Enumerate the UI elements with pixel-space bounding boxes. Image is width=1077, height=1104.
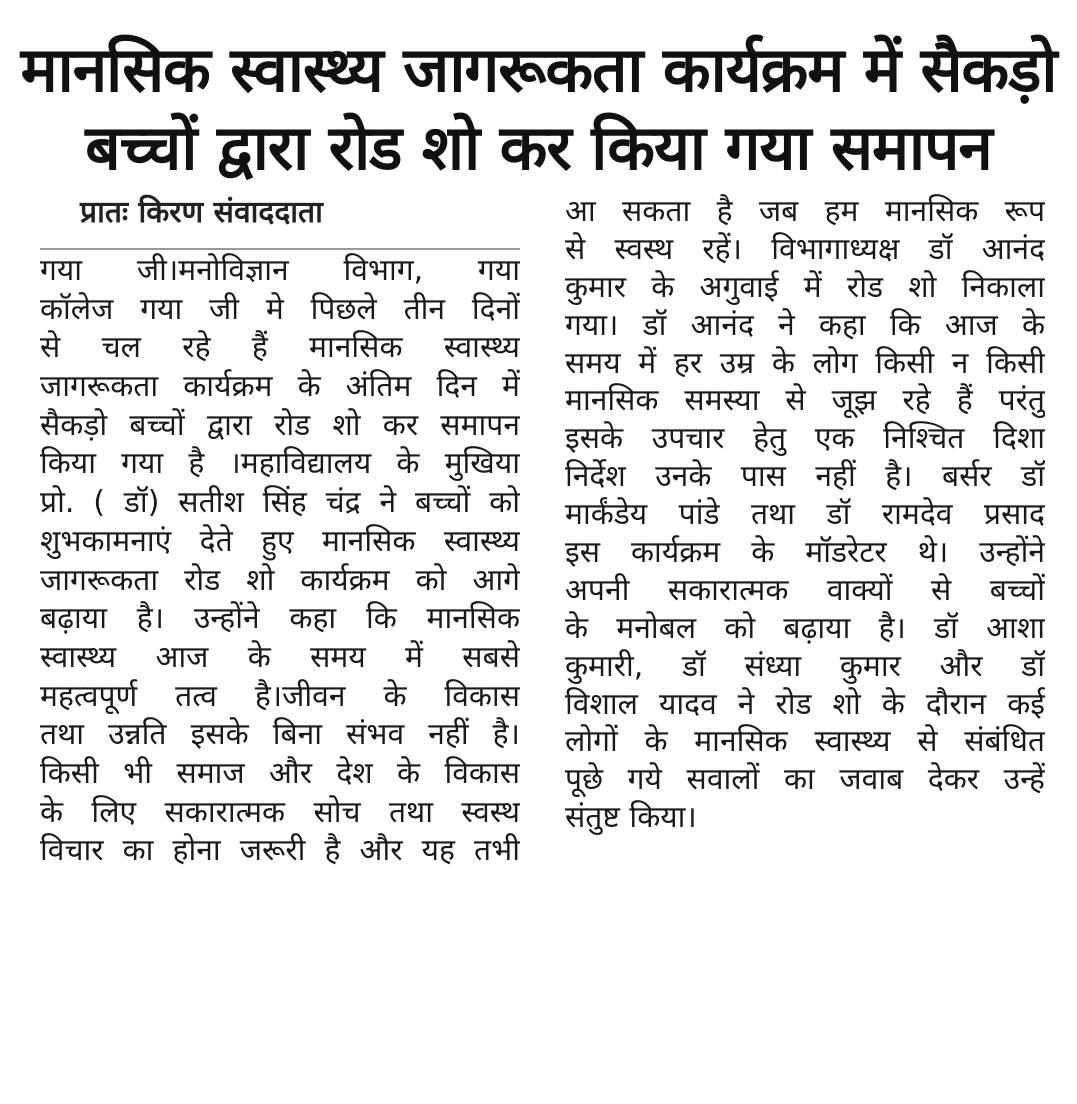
text-line: विचार का होना जरूरी है और यह तभी [40, 833, 520, 869]
text-line: निर्देश उनके पास नहीं है। बर्सर डॉ [565, 459, 1045, 495]
article-column-left [40, 252, 520, 871]
text-line: गया। डॉ आनंद ने कहा कि आज के [565, 307, 1045, 343]
text-line: अपनी सकारात्मक वाक्यों से बच्चों [565, 572, 1045, 608]
text-line: कुमारी, डॉ संध्या कुमार और डॉ [565, 648, 1045, 684]
text-line: शुभकामनाएं देते हुए मानसिक स्वास्थ्य [40, 523, 520, 559]
text-line: किया गया है ।महाविद्यालय के मुखिया [40, 446, 520, 482]
text-line: समय में हर उम्र के लोग किसी न किसी [565, 345, 1045, 381]
text-line: इसके उपचार हेतु एक निश्चित दिशा [565, 421, 1045, 457]
text-line: सैकड़ो बच्चों द्वारा रोड शो कर समापन [40, 407, 520, 443]
text-line: मार्कंडेय पांडे तथा डॉ रामदेव प्रसाद [565, 497, 1045, 533]
text-line: गया जी।मनोविज्ञान विभाग, गया [40, 253, 520, 288]
byline-divider [40, 248, 520, 250]
text-line: जागरूकता रोड शो कार्यक्रम को आगे [40, 562, 520, 598]
text-line: तथा उन्नति इसके बिना संभव नहीं है। [40, 717, 520, 753]
text-line: जागरूकता कार्यक्रम के अंतिम दिन में [40, 369, 520, 405]
headline-line-1: मानसिक स्वास्थ्य जागरूकता कार्यक्रम में सैकड़ो [20, 33, 1057, 106]
text-line: प्रो. ( डॉ) सतीश सिंह चंद्र ने बच्चों को [40, 485, 520, 521]
text-line: इस कार्यक्रम के मॉडरेटर थे। उन्होंने [565, 535, 1045, 571]
text-line: से चल रहे हैं मानसिक स्वास्थ्य [40, 330, 520, 366]
text-line: कॉलेज गया जी मे पिछले तीन दिनों [40, 291, 520, 327]
text-line: लोगों के मानसिक स्वास्थ्य से संबंधित [565, 724, 1045, 760]
article-column-right [565, 193, 1045, 837]
text-line: संतुष्ट किया। [565, 800, 697, 836]
text-line: बढ़ाया है। उन्होंने कहा कि मानसिक [40, 601, 520, 637]
text-line: महत्वपूर्ण तत्व है।जीवन के विकास [40, 678, 520, 714]
text-line: से स्वस्थ रहें। विभागाध्यक्ष डॉ आनंद [565, 231, 1045, 267]
text-line: किसी भी समाज और देश के विकास [40, 755, 520, 791]
text-line: आ सकता है जब हम मानसिक रूप [565, 194, 1045, 229]
text-line: कुमार के अगुवाई में रोड शो निकाला [565, 269, 1045, 305]
text-line: पूछे गये सवालों का जवाब देकर उन्हें [565, 762, 1045, 798]
byline: प्रातः किरण संवाददाता [80, 195, 323, 230]
text-line: स्वास्थ्य आज के समय में सबसे [40, 639, 520, 675]
headline-line-2: बच्चों द्वारा रोड शो कर किया गया समापन [85, 111, 992, 184]
text-line: विशाल यादव ने रोड शो के दौरान कई [565, 686, 1045, 722]
text-line: के मनोबल को बढ़ाया है। डॉ आशा [565, 610, 1045, 646]
text-line: के लिए सकारात्मक सोच तथा स्वस्थ [40, 794, 520, 830]
text-line: मानसिक समस्या से जूझ रहे हैं परंतु [565, 383, 1045, 419]
